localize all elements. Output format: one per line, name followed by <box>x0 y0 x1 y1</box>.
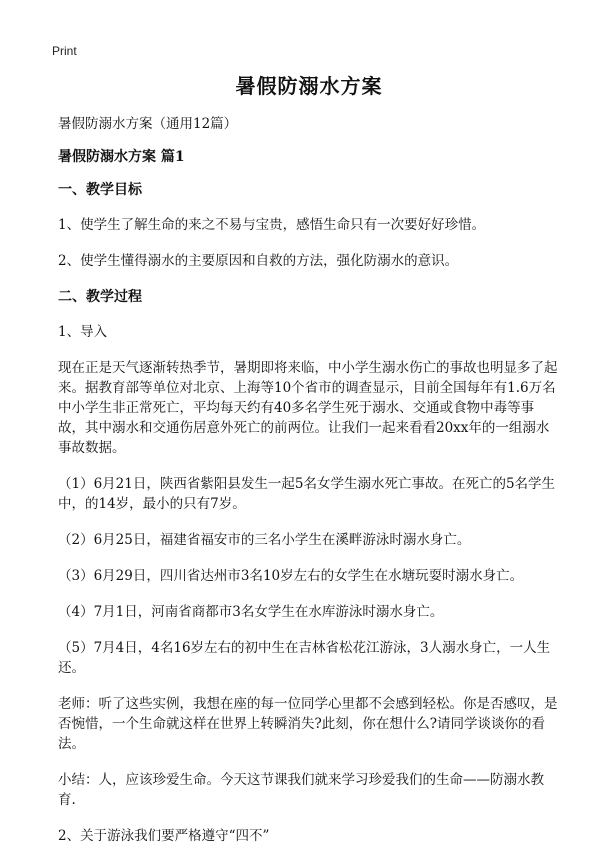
case-item-2: （2）6月25日，福建省福安市的三名小学生在溪畔游泳时溺水身亡。 <box>58 532 471 548</box>
case-item-4: （4）7月1日，河南省商都市3名女学生在水库游泳时溺水身亡。 <box>58 604 444 620</box>
case-item-5: （5）7月4日，4名16岁左右的初中生在吉林省松花江游泳，3人溺水身亡，一人生还。 <box>58 640 551 676</box>
summary-paragraph: 小结：人，应该珍爱生命。今天这节课我们就来学习珍爱我们的生命——防溺水教育. <box>58 772 544 808</box>
intro-paragraph: 现在正是天气逐渐转热季节，暑期即将来临，中小学生溺水伤亡的事故也明显多了起来。据教育部等单位对北京、上海等10个省市的调查显示，目前全国每年有1.6万名中小学生非正常死亡，平均每天约有40多名学生死于溺水、交通或食物中毒等事故，其中溺水和交通伤居意外死亡的前两位。让我们一起来看看20xx年的一组溺水事故数据。 <box>58 360 558 456</box>
document-title: 暑假防溺水方案 <box>235 74 383 98</box>
section-title: 暑假防溺水方案 篇1 <box>58 149 185 165</box>
teacher-paragraph: 老师：听了这些实例，我想在座的每一位同学心里都不会感到轻松。你是否感叹，是否惋惜，一个生命就这样在世界上转瞬消失?此刻，你在想什么?请同学谈谈你的看法。 <box>58 696 558 752</box>
goal-item-2: 2、使学生懂得溺水的主要原因和自救的方法，强化防溺水的意识。 <box>58 253 459 269</box>
case-item-3: （3）6月29日，四川省达州市3名10岁左右的女学生在水塘玩耍时溺水身亡。 <box>58 568 524 584</box>
goal-item-1: 1、使学生了解生命的来之不易与宝贵，感悟生命只有一次要好好珍惜。 <box>58 217 486 233</box>
heading-teaching-process: 二、教学过程 <box>58 289 142 305</box>
print-label: Print <box>52 44 77 58</box>
step-four-rules: 2、关于游泳我们要严格遵守“四不” <box>58 828 270 844</box>
document-subtitle: 暑假防溺水方案（通用12篇） <box>58 116 238 132</box>
step-intro: 1、导入 <box>58 324 108 340</box>
case-item-1: （1）6月21日，陕西省紫阳县发生一起5名女学生溺水死亡事故。在死亡的5名学生中，的14岁，最小的只有7岁。 <box>58 476 556 512</box>
heading-teaching-goals: 一、教学目标 <box>58 182 142 198</box>
